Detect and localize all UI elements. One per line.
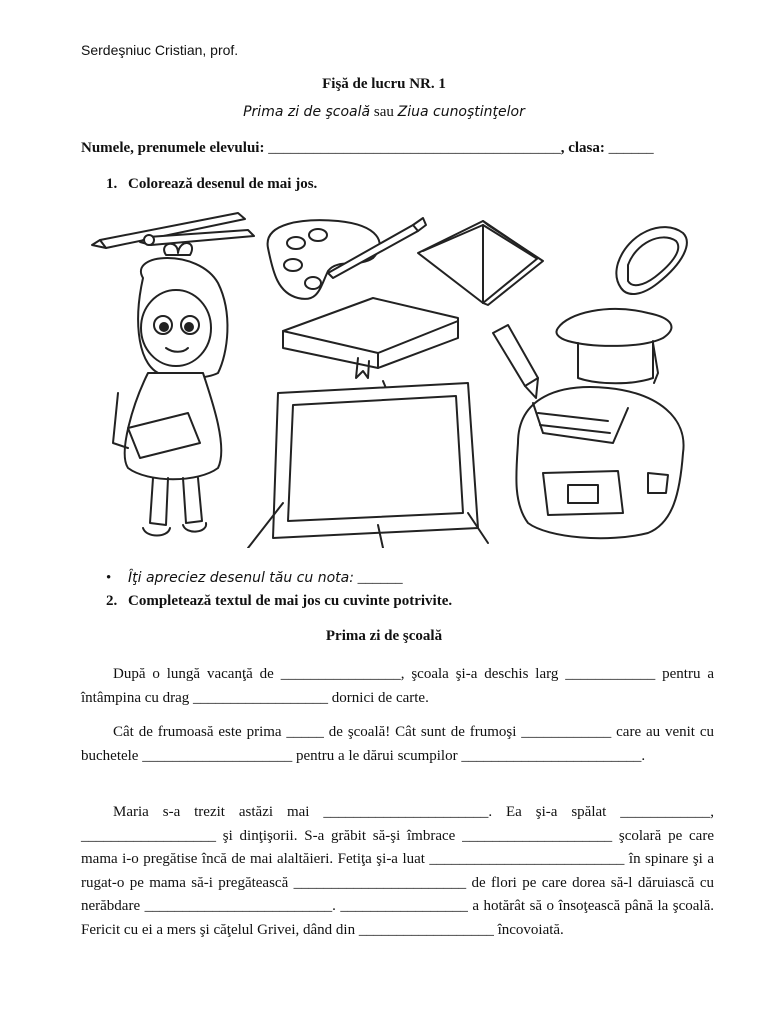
rating-line [106,570,403,587]
coloring-illustration [88,203,698,548]
subtitle-part-2: Ziua cunoştinţelor [397,104,525,120]
task-2-number: 2. [106,593,118,609]
class-label: , clasa: [560,140,605,156]
paint-palette-icon [268,218,426,299]
task-1 [106,176,317,193]
closed-book-icon [283,298,458,378]
story-paragraph-1: După o lungă vacanţă de ________________, şcoala şi-a deschis larg ____________ pentru a întâmpina cu drag __________________ dornici de carte. [81,666,714,706]
task-2-text: Completează textul de mai jos cu cuvinte potrivite. [128,593,453,609]
rating-blank[interactable]: ______ [357,570,403,586]
story-title: Prima zi de şcoală [325,628,443,644]
open-book-icon [418,221,543,305]
student-name-row [81,140,654,157]
worksheet-subtitle [0,104,768,121]
graduation-cap-icon [556,309,671,383]
task-1-text: Colorează desenul de mai jos. [128,176,318,192]
student-name-blank[interactable]: _______________________________________ [268,140,561,156]
bullet-icon: • [106,570,112,586]
class-blank[interactable]: ______ [608,140,654,156]
student-name-label: Numele, prenumele elevului: [81,140,265,156]
story-paragraph-3: Maria s-a trezit astăzi mai ______________________. Ea şi-a spălat ____________, __________________ şi dinţişorii. S-a grăbit să-şi îmbrace ____________________ şcolară pe care mama i-o pregătise încă de mai alaltăieri. Fetiţa şi-a luat __________________________ în spinare şi a rugat-o pe mama să-i pregătească _______________________ de flori pe care dorea să-l dăruiască cu nerăbdare _________________________. _________________ a hotărât să o însoţească până la şcoală. Fericit cu ei a mers şi căţelul Grivei, dând din __________________ încovoiată. [81,804,714,938]
task-2 [106,593,452,610]
story-paragraph-2: Cât de frumoasă este prima _____ de şcoală! Cât sunt de frumoşi ____________ care au venit cu buchetele ____________________ pentru a le dărui scumpilor ________________________. [81,724,714,764]
task-1-number: 1. [106,176,118,192]
girl-with-backpack-icon [113,243,227,535]
mirror-icon [616,227,687,294]
subtitle-conjunction: sau [373,104,394,120]
pencils-icon [92,213,254,248]
chalkboard-icon [248,381,488,548]
worksheet-title: Fişă de lucru NR. 1 [322,76,446,92]
subtitle-part-1: Prima zi de şcoală [243,104,371,120]
author-line: Serdeşniuc Cristian, prof. [81,42,239,58]
rating-text: Îţi apreciez desenul tău cu nota: [128,570,354,586]
school-backpack-icon [516,387,683,538]
pencil-icon [493,325,538,398]
